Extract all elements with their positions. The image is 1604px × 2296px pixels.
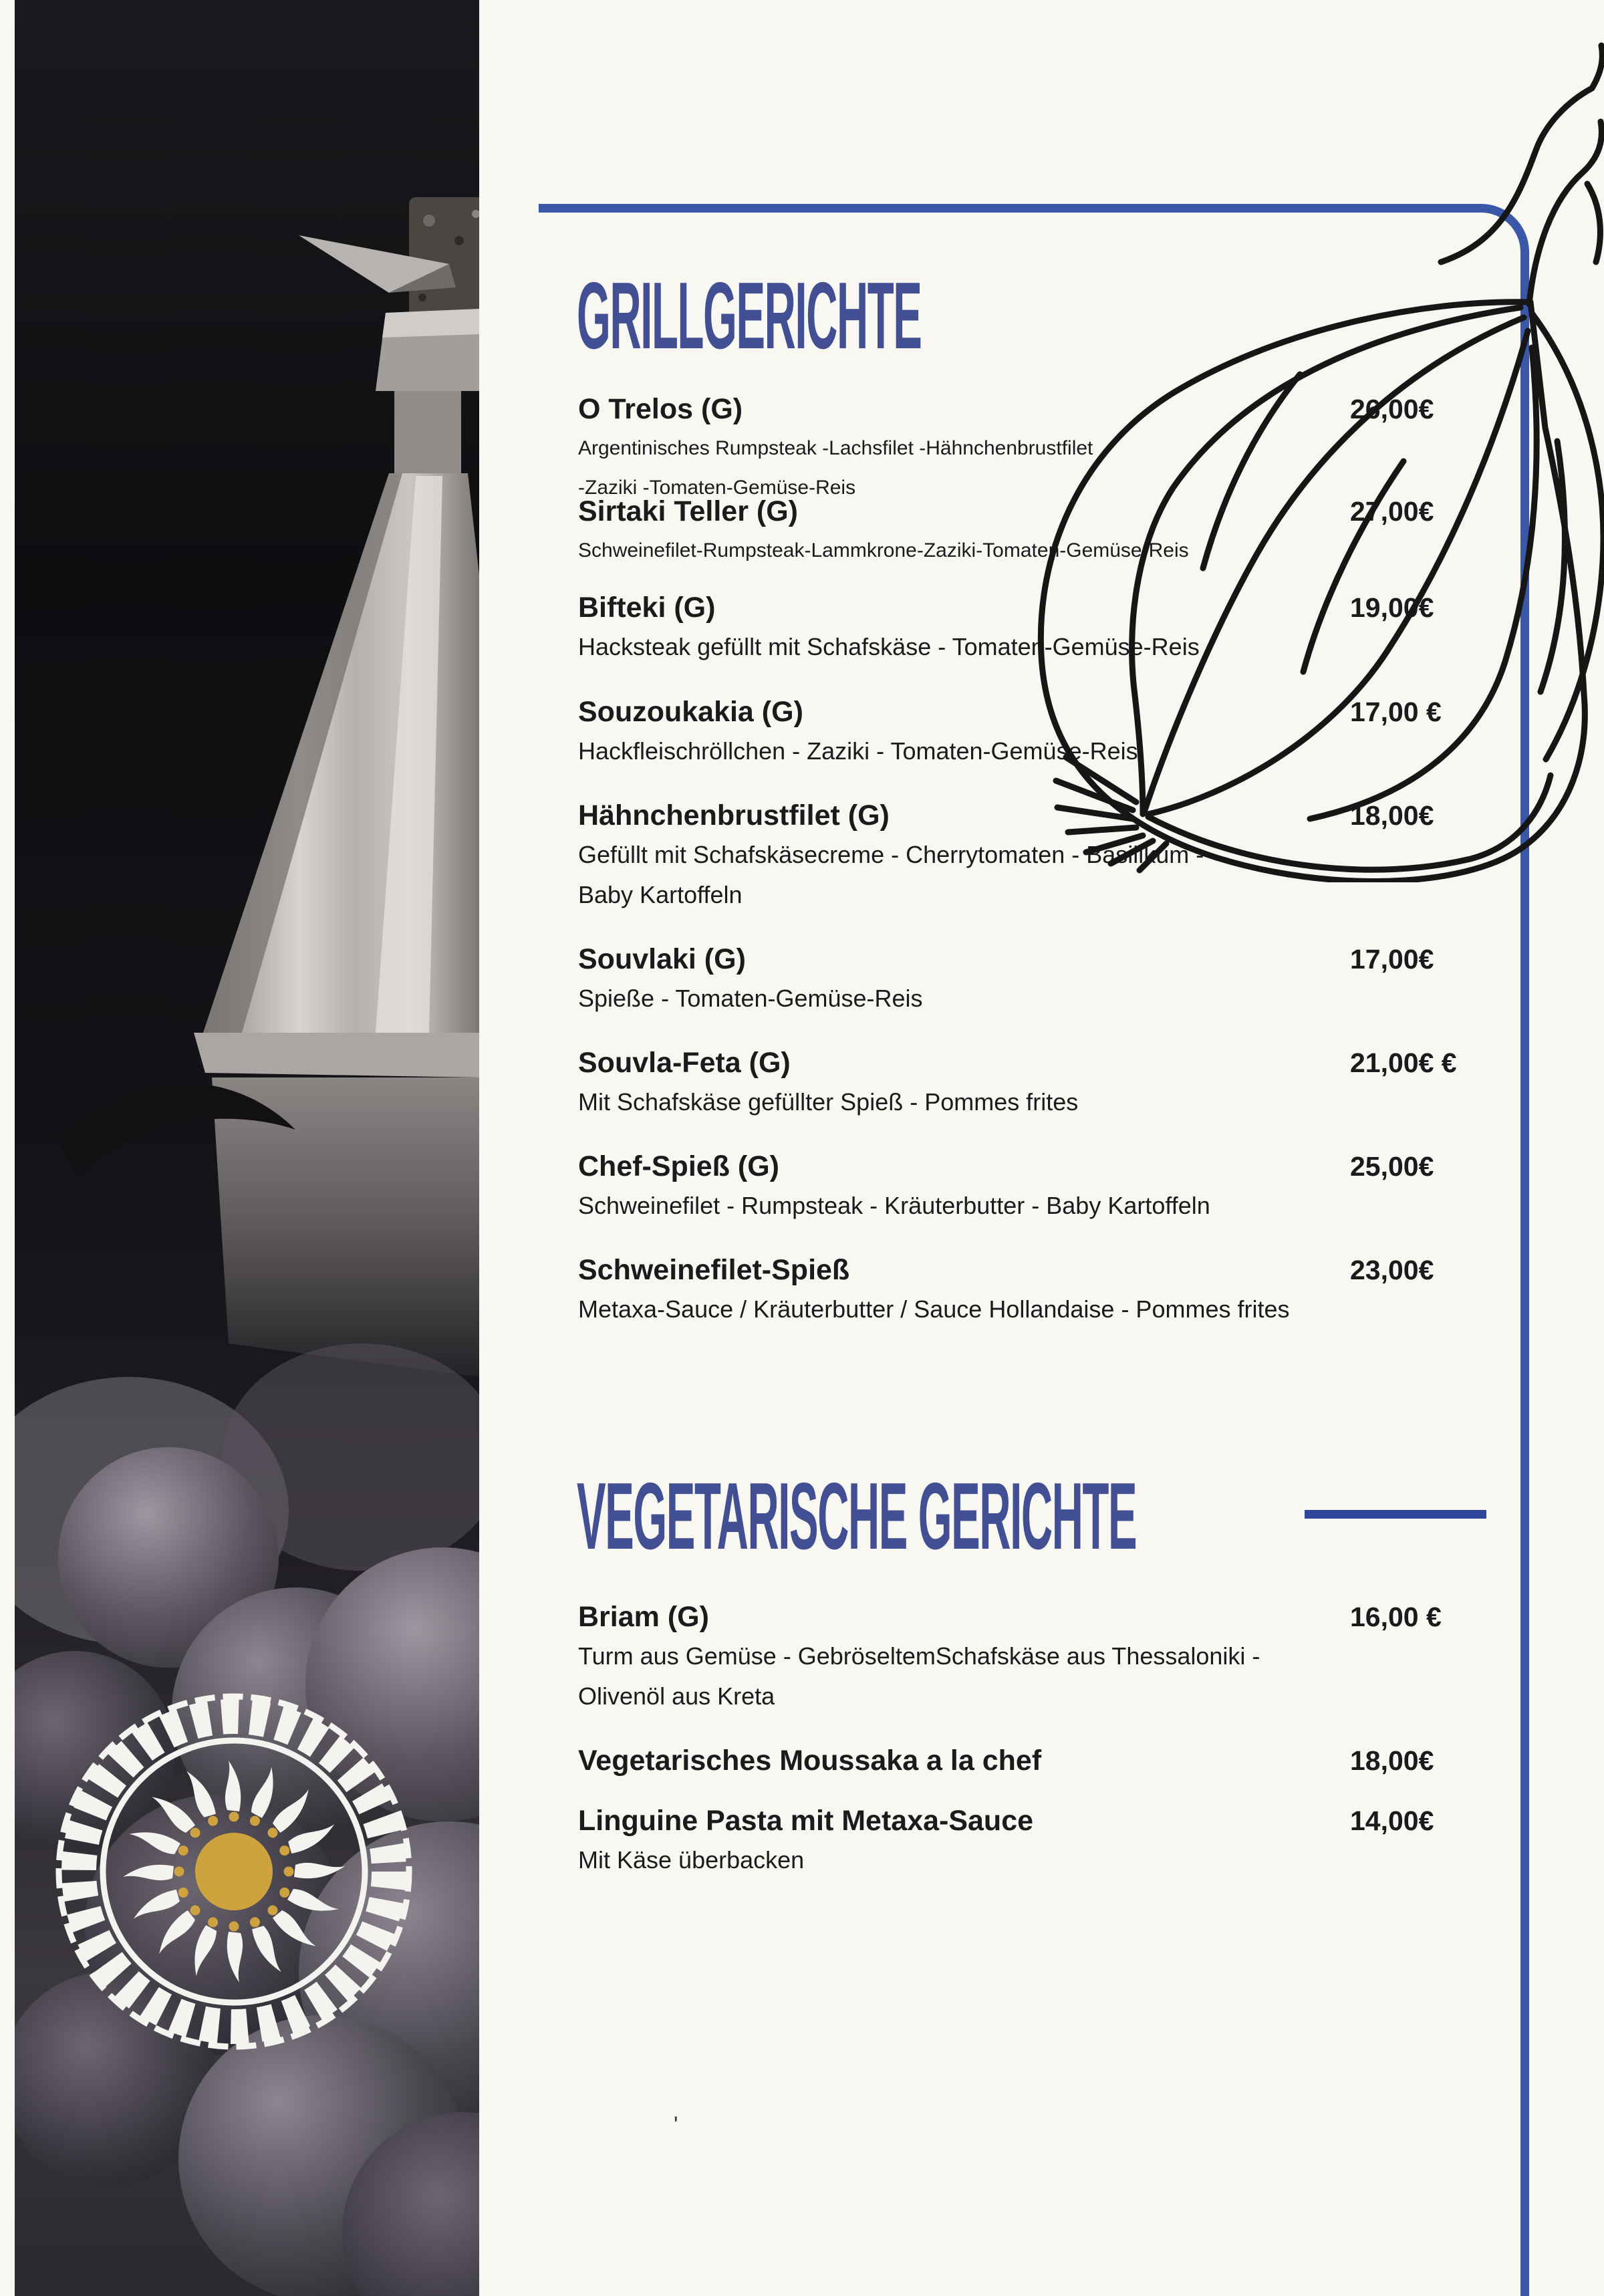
menu-item [578,588,1527,667]
menu-item [578,1147,1527,1226]
item-name: Hähnchenbrustfilet (G) [578,799,890,832]
item-description: Argentinisches Rumpsteak -Lachsfilet -Hähnchenbrustfilet [578,437,1093,459]
item-price: 23,00€ [1350,1255,1434,1285]
menu-item [578,1251,1527,1329]
menu-item [578,390,1527,507]
menu-item [578,796,1527,915]
item-description: Metaxa-Sauce / Kräuterbutter / Sauce Hollandaise - Pommes frites [578,1295,1290,1323]
item-description: Schweinefilet - Rumpsteak - Kräuterbutter - Baby Kartoffeln [578,1192,1210,1219]
item-description: Spieße - Tomaten-Gemüse-Reis [578,985,923,1012]
item-price: 17,00€ [1350,944,1434,975]
item-description: Gefüllt mit Schafskäsecreme - Cherrytomaten - Basilikum - [578,841,1204,868]
item-price: 19,00€ [1350,592,1434,623]
section-title-dash [1305,1510,1486,1519]
item-description: Hacksteak gefüllt mit Schafskäse - Tomaten-Gemüse-Reis [578,633,1200,660]
item-description: Mit Schafskäse gefüllter Spieß - Pommes frites [578,1088,1079,1116]
item-name: Vegetarisches Moussaka a la chef [578,1745,1042,1777]
item-name: Chef-Spieß (G) [578,1150,779,1182]
item-name: Briam (G) [578,1601,709,1633]
item-description: Olivenöl aus Kreta [578,1682,775,1710]
item-description: Hackfleischröllchen - Zaziki - Tomaten-Gemüse-Reis [578,737,1138,765]
item-description: Baby Kartoffeln [578,881,743,908]
menu-item [578,692,1527,771]
item-name: Bifteki (G) [578,592,716,624]
item-name: Sirtaki Teller (G) [578,495,798,527]
item-name: Linguine Pasta mit Metaxa-Sauce [578,1805,1034,1837]
item-name: O Trelos (G) [578,393,743,425]
item-name: Souzoukakia (G) [578,696,803,728]
item-price: 17,00 € [1350,696,1442,727]
menu-item [578,1801,1527,1880]
menu-item [578,1741,1527,1780]
item-name: Schweinefilet-Spieß [578,1254,850,1286]
section-title-vegetarian: VEGETARISCHE GERICHTE [577,1463,1137,1569]
item-price: 16,00 € [1350,1602,1442,1632]
item-price: 14,00€ [1350,1805,1434,1836]
item-name: Souvlaki (G) [578,943,746,975]
item-name: Souvla-Feta (G) [578,1047,791,1079]
item-price: 21,00€ € [1350,1047,1457,1078]
item-price: 27,00€ [1350,496,1434,527]
item-price: 25,00€ [1350,1151,1434,1182]
item-description: Turm aus Gemüse - GebröseltemSchafskäse aus Thessaloniki - [578,1642,1260,1670]
menu-item [578,940,1527,1019]
menu-item [578,492,1527,570]
scan-artifact-mark: ' [674,2112,678,2138]
item-price: 18,00€ [1350,800,1434,831]
section-title-grill: GRILLGERICHTE [577,263,922,369]
item-price: 26,00€ [1350,394,1434,424]
item-price: 18,00€ [1350,1745,1434,1776]
menu-item [578,1043,1527,1122]
menu-item [578,1598,1527,1716]
item-description: -Zaziki -Tomaten-Gemüse-Reis [578,477,856,499]
item-description: Schweinefilet-Rumpsteak-Lammkrone-Zaziki-Tomaten-Gemüse-Reis [578,539,1189,561]
item-description: Mit Käse überbacken [578,1846,805,1874]
